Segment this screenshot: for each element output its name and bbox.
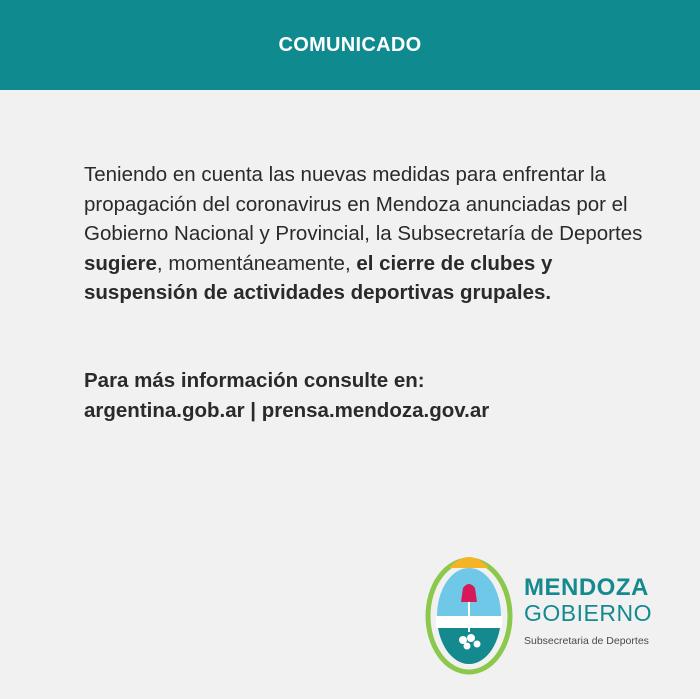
body-text-1: Teniendo en cuenta las nuevas medidas para enfrentar la propagación del coronavirus en Mendoza anunciadas por el Gobierno Nacional y Provincial, la Subsecretaría de Deportes [84, 163, 643, 245]
body-bold-1: sugiere [84, 251, 157, 275]
announcement-body [84, 160, 644, 308]
brand-logo-text [524, 575, 694, 647]
info-heading: Para más información consulte en: [84, 369, 425, 392]
body-text-2: , momentáneamente, [156, 251, 357, 275]
info-links: argentina.gob.ar | prensa.mendoza.gov.ar [84, 398, 490, 422]
header-bar [0, 0, 700, 90]
mendoza-coat-of-arms-icon [423, 548, 515, 678]
brand-subtitle: Subsecretaria de Deportes [524, 635, 649, 647]
brand-name-line1: MENDOZA [524, 574, 649, 601]
body-bold-2: el cierre de clubes y suspensión de actividades deportivas grupales. [84, 251, 553, 304]
info-block [84, 366, 644, 425]
announcement-paragraph [84, 160, 644, 308]
brand-name-line2: GOBIERNO [524, 600, 652, 626]
page-title: COMUNICADO [278, 33, 422, 56]
